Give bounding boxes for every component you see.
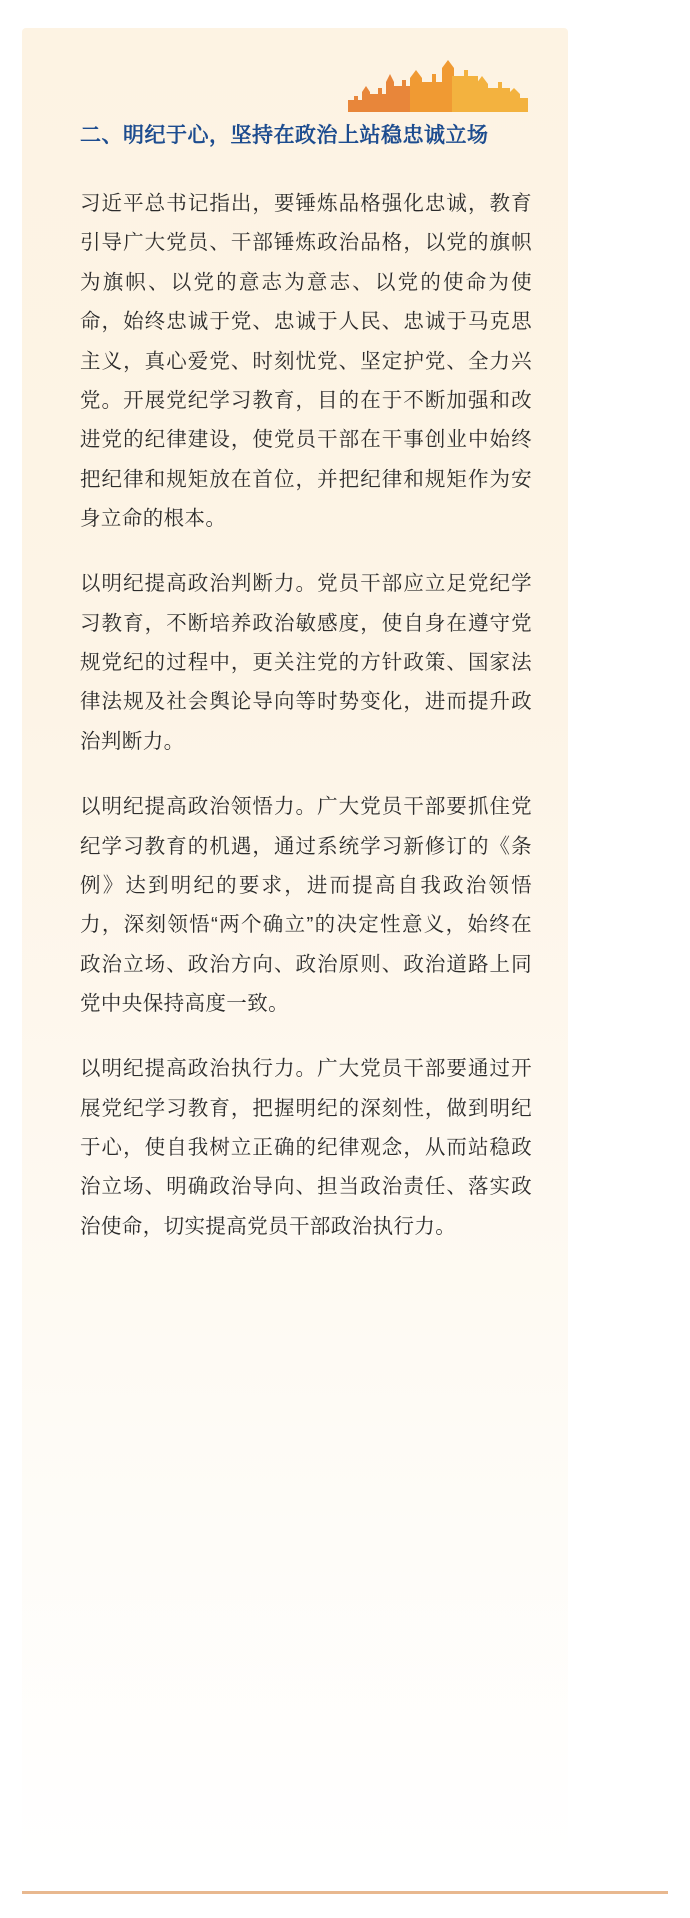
paragraph-1: 习近平总书记指出，要锤炼品格强化忠诚，教育引导广大党员、干部锤炼政治品格，以党的旗帜为旗帜、以党的意志为意志、以党的使命为使命，始终忠诚于党、忠诚于人民、忠诚于马克思主义，真心爱党、时刻忧党、坚定护党、全力兴党。开展党纪学习教育，目的在于不断加强和改进党的纪律建设，使党员干部在干事创业中始终把纪律和规矩放在首位，并把纪律和规矩作为安身立命的根本。 (80, 192, 532, 530)
paragraph-4: 以明纪提高政治执行力。广大党员干部要通过开展党纪学习教育，把握明纪的深刻性，做到明纪于心，使自我树立正确的纪律观念，从而站稳政治立场、明确政治导向、担当政治责任、落实政治使命，切实提高党员干部政治执行力。 (80, 1057, 532, 1238)
article-card (22, 28, 568, 1866)
section-heading: 二、明纪于心，坚持在政治上站稳忠诚立场 (80, 124, 489, 147)
city-skyline-icon (348, 56, 528, 112)
article-content (80, 118, 532, 1246)
paragraph-3: 以明纪提高政治领悟力。广大党员干部要抓住党纪学习教育的机遇，通过系统学习新修订的《条例》达到明纪的要求，进而提高自我政治领悟力，深刻领悟“两个确立”的决定性意义，始终在政治立场、政治方向、政治原则、政治道路上同党中央保持高度一致。 (80, 795, 532, 1015)
paragraph-2: 以明纪提高政治判断力。党员干部应立足党纪学习教育，不断培养政治敏感度，使自身在遵守党规党纪的过程中，更关注党的方针政策、国家法律法规及社会舆论导向等时势变化，进而提升政治判断力。 (80, 572, 532, 753)
bottom-divider (22, 1891, 668, 1894)
